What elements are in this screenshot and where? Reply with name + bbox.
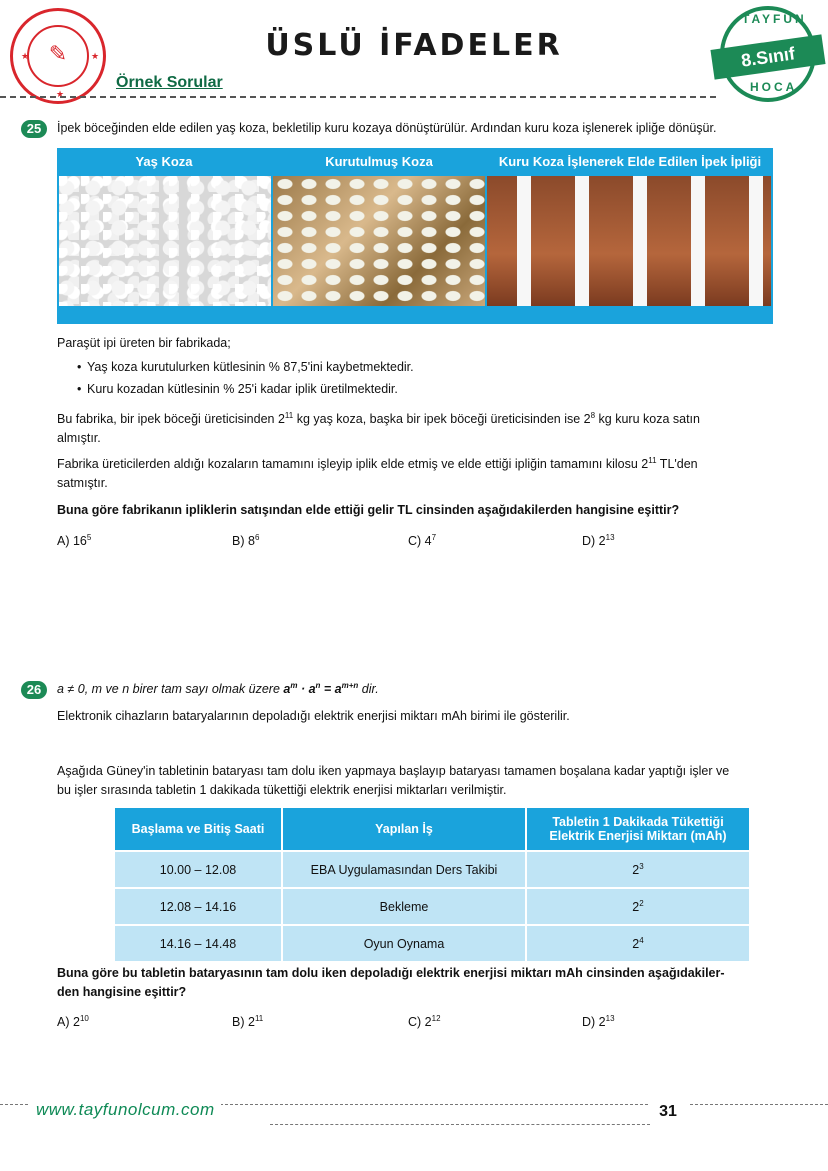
q26-option-c[interactable]: C) $2^{12}$ [408, 1013, 441, 1029]
cell-energy: $2^4$ [526, 925, 750, 962]
badge-top-text: TAYFUN [742, 12, 807, 26]
th-energy: Tabletin 1 Dakikada Tükettiği Elektrik Enerjisi Miktarı (mAh) [526, 807, 750, 851]
question-number-25: 25 [21, 120, 47, 138]
q26-option-d[interactable]: D) $2^{13}$ [582, 1013, 615, 1029]
table-row [114, 925, 750, 962]
q25-option-d[interactable]: D) $2^{13}$ [582, 532, 615, 548]
q26-option-b[interactable]: B) $2^{11}$ [232, 1013, 264, 1029]
footer-divider-lower [270, 1124, 650, 1125]
col-header-dried-cocoon: Kurutulmuş Koza [325, 154, 433, 169]
q25-paragraph-1: Bu fabrika, bir ipek böceği üreticisinden $2^{11}$ kg yaş koza, başka bir ipek böceği üreticisinden ise $2^8$ kg kuru koza satın almıştır. [57, 410, 700, 445]
col-header-silk-thread: Kuru Koza İşlenerek Elde Edilen İpek İpliği [498, 154, 762, 169]
cell-time: 14.16 – 14.48 [114, 925, 282, 962]
th-task: Yapılan İş [282, 807, 526, 851]
badge-bottom-text: HOCA [750, 80, 798, 94]
q25-intro: İpek böceğinden elde edilen yaş koza, bekletilip kuru kozaya dönüştürülür. Ardından kuru koza işlenerek ipliğe dönüşür. [57, 121, 717, 135]
page-number: 31 [648, 1100, 688, 1124]
badge-grade: 8.Sınıf [710, 34, 825, 79]
cell-energy: $2^3$ [526, 851, 750, 888]
section-subtitle: Örnek Sorular [116, 74, 223, 91]
wet-cocoon-photo [59, 176, 271, 306]
q25-lead: Paraşüt ipi üreten bir fabrikada; [57, 336, 231, 350]
q25-bullet-list [57, 356, 414, 400]
table-row [114, 851, 750, 888]
book-icon: ✎ [48, 41, 68, 66]
cell-time: 10.00 – 12.08 [114, 851, 282, 888]
q26-paragraph-1: Elektronik cihazların bataryalarının depoladığı elektrik enerjisi miktarı mAh birimi ile gösterilir. [57, 709, 570, 723]
cocoon-image-table [57, 148, 773, 324]
battery-usage-table [113, 806, 751, 963]
q25-option-c[interactable]: C) $4^7$ [408, 532, 437, 548]
silk-thread-photo [487, 176, 771, 306]
q26-rule: a ≠ 0, m ve n birer tam sayı olmak üzere $a^m \cdot a^n = a^{m+n}$ dir. [57, 680, 379, 696]
q25-option-b[interactable]: B) $8^6$ [232, 532, 260, 548]
q26-paragraph-2: Aşağıda Güney'in tabletinin bataryası tam dolu iken yapmaya başlayıp bataryası tamamen boşalana kadar yaptığı işler ve bu işler sırasında tabletin 1 dakikada tükettiği elektrik enerjisi miktarları verilmiştir. [57, 764, 730, 797]
grade-badge [712, 2, 826, 110]
header-divider [0, 96, 716, 98]
q26-question: Buna göre bu tabletin bataryasının tam dolu iken depoladığı elektrik enerjisi miktarı mAh cinsinden aşağıdakiler- den hangisine eşittir? [57, 966, 725, 999]
list-item: • Yaş koza kurutulurken kütlesinin % 87,5'ini kaybetmektedir. [57, 356, 414, 378]
cell-task: Oyun Oynama [282, 925, 526, 962]
cell-task: EBA Uygulamasından Ders Takibi [282, 851, 526, 888]
q25-option-a[interactable]: A) $16^5$ [57, 532, 92, 548]
col-header-wet-cocoon: Yaş Koza [135, 154, 193, 169]
th-time: Başlama ve Bitiş Saati [114, 807, 282, 851]
table-row [114, 888, 750, 925]
footer-url-link[interactable]: www.tayfunolcum.com [30, 1100, 221, 1120]
question-number-26: 26 [21, 681, 47, 699]
dried-cocoon-photo [273, 176, 485, 306]
list-item: • Kuru kozadan kütlesinin % 25'i kadar iplik üretilmektedir. [57, 378, 414, 400]
cell-time: 12.08 – 14.16 [114, 888, 282, 925]
ministry-seal-logo: ★ ★ ★ ✎ [10, 8, 106, 104]
q25-paragraph-2: Fabrika üreticilerden aldığı kozaların tamamını işleyip iplik elde etmiş ve elde ettiği ipliğin tamamını kilosu $2^{11}$ TL'den satmıştır. [57, 455, 698, 490]
cell-task: Bekleme [282, 888, 526, 925]
q25-question: Buna göre fabrikanın ipliklerin satışından elde ettiği gelir TL cinsinden aşağıdakilerden hangisine eşittir? [57, 503, 680, 517]
cell-energy: $2^2$ [526, 888, 750, 925]
q26-option-a[interactable]: A) $2^{10}$ [57, 1013, 89, 1029]
page-title: ÜSLÜ İFADELER [265, 28, 563, 63]
